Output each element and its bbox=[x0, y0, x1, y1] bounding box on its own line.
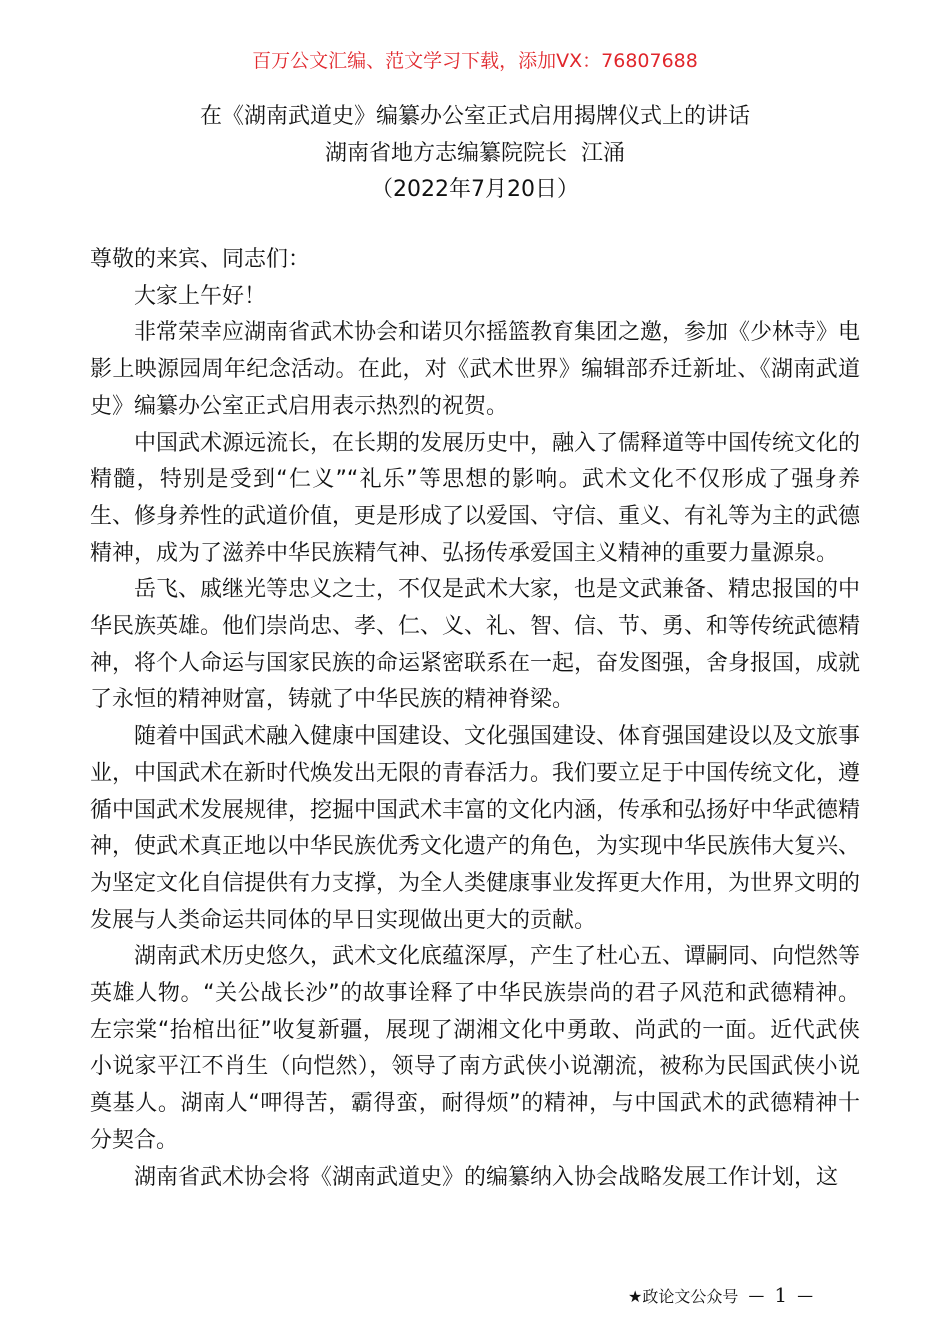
paragraph: 非常荣幸应湖南省武术协会和诺贝尔摇篮教育集团之邀，参加《少林寺》电影上映源园周年纪念活动。在此，对《武术世界》编辑部乔迁新址、《湖南武道史》编纂办公室正式启用表示热烈的祝贺。 bbox=[90, 320, 861, 419]
page-footer bbox=[628, 1283, 813, 1307]
dash-right: — bbox=[797, 1285, 814, 1305]
paragraph: 中国武术源远流长，在长期的发展历史中，融入了儒释道等中国传统文化的精髓，特别是受到“仁义”“礼乐”等思想的影响。武术文化不仅形成了强身养生、修身养性的武道价值，更是形成了以爱国、守信、重义、有礼等为主的武德精神，成为了滋养中华民族精气神、弘扬传承爱国主义精神的重要力量源泉。 bbox=[90, 430, 861, 566]
document-title: 在《湖南武道史》编纂办公室正式启用揭牌仪式上的讲话 bbox=[199, 104, 750, 129]
dash-left: — bbox=[748, 1285, 765, 1305]
paragraph: 湖南武术历史悠久，武术文化底蕴深厚，产生了杜心五、谭嗣同、向恺然等英雄人物。“关公战长沙”的故事诠释了中华民族崇尚的君子风范和武德精神。左宗棠“抬棺出征”收复新疆，展现了湖湘文化中勇敢、尚武的一面。近代武侠小说家平江不肖生（向恺然），领导了南方武侠小说潮流，被称为民国武侠小说奠基人。湖南人“呷得苦，霸得蛮，耐得烦”的精神，与中国武术的武德精神十分契合。 bbox=[90, 944, 861, 1153]
footer-source: ★政论文公众号 bbox=[628, 1286, 739, 1306]
document-body bbox=[90, 242, 860, 1196]
salutation: 尊敬的来宾、同志们： bbox=[90, 247, 311, 272]
paragraph: 大家上午好！ bbox=[134, 283, 267, 309]
page-number: 1 bbox=[774, 1283, 788, 1307]
paragraph: 随着中国武术融入健康中国建设、文化强国建设、体育强国建设以及文旅事业，中国武术在新时代焕发出无限的青春活力。我们要立足于中国传统文化，遵循中国武术发展规律，挖掘中国武术丰富的文化内涵，传承和弘扬好中华武德精神，使武术真正地以中华民族优秀文化遗产的角色，为实现中华民族伟大复兴、为坚定文化自信提供有力支撑，为全人类健康事业发挥更大作用，为世界文明的发展与人类命运共同体的早日实现做出更大的贡献。 bbox=[90, 724, 861, 933]
document-author: 湖南省地方志编纂院院长 江涌 bbox=[325, 141, 625, 166]
paragraph: 岳飞、戚继光等忠义之士，不仅是武术大家，也是文武兼备、精忠报国的中华民族英雄。他们崇尚忠、孝、仁、义、礼、智、信、节、勇、和等传统武德精神，将个人命运与国家民族的命运紧密联系在一起，奋发图强，舍身报国，成就了永恒的精神财富，铸就了中华民族的精神脊梁。 bbox=[90, 577, 861, 713]
watermark-banner: 百万公文汇编、范文学习下载，添加VX：76807688 bbox=[252, 50, 698, 72]
document-date: （2022年7月20日） bbox=[371, 177, 579, 202]
paragraph: 湖南省武术协会将《湖南武道史》的编纂纳入协会战略发展工作计划，这 bbox=[134, 1164, 839, 1190]
